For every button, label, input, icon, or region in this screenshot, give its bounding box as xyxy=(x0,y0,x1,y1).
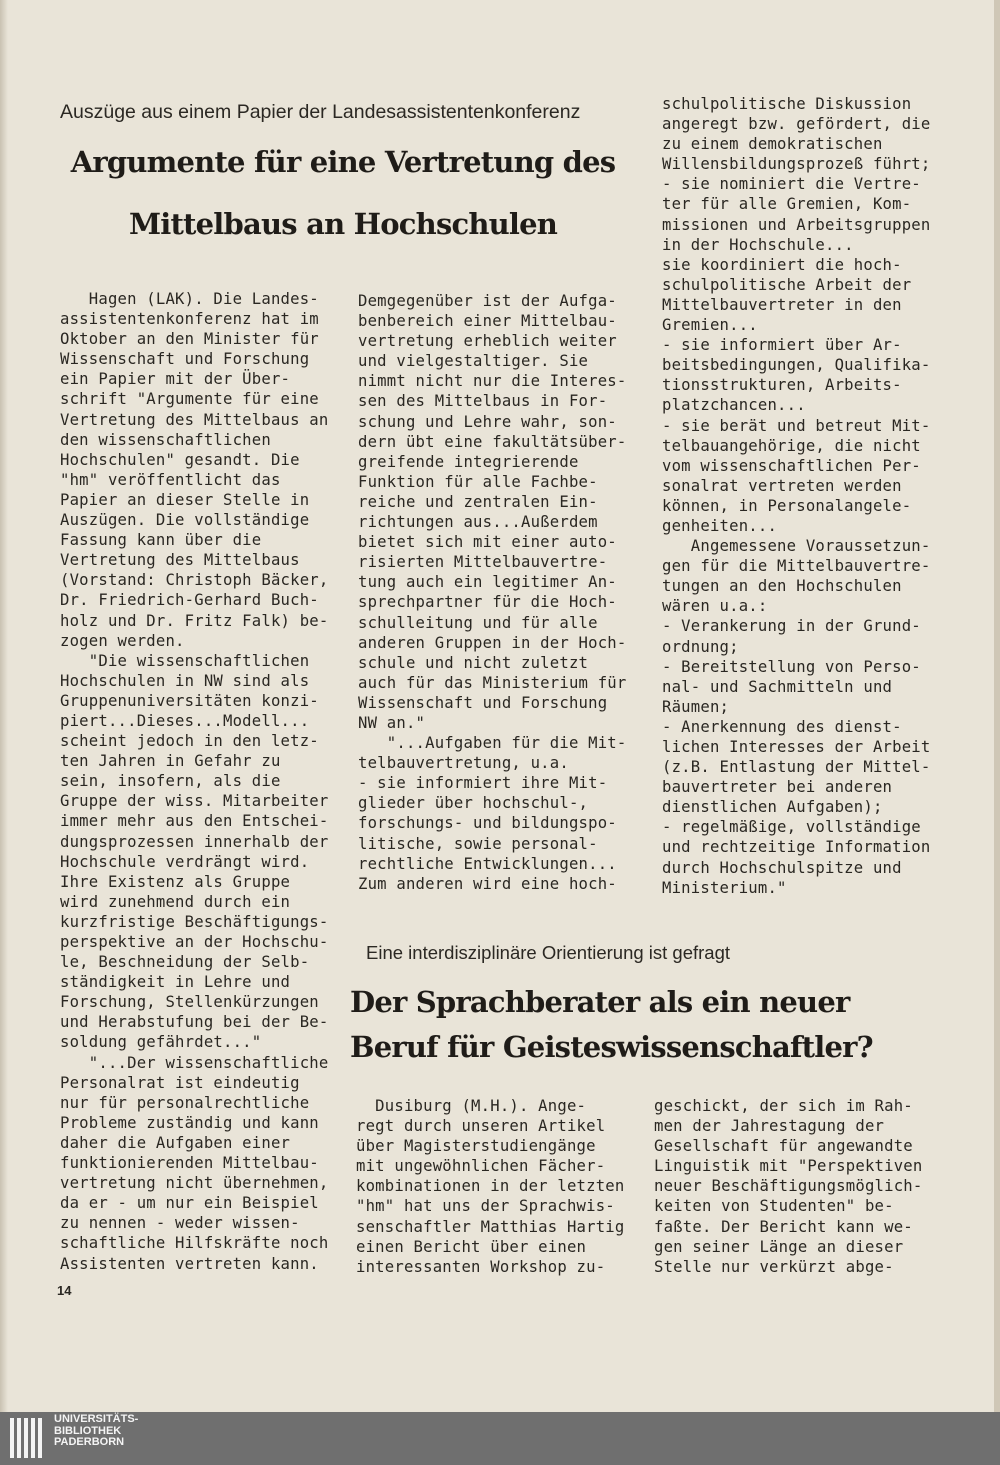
text-line: Vertretung des Mittelbaus xyxy=(60,551,300,570)
text-line: men der Jahrestagung der xyxy=(654,1117,885,1136)
page-right-edge xyxy=(994,0,1000,1412)
text-line: bietet sich mit einer auto- xyxy=(358,533,617,552)
text-line: Willensbildungsprozeß führt; xyxy=(662,155,931,174)
text-line: ter für alle Gremien, Kom- xyxy=(662,195,912,214)
text-line: funktionierenden Mittelbau- xyxy=(60,1154,319,1173)
page-binding-shadow xyxy=(0,0,8,1412)
text-line: kombinationen in der letzten xyxy=(356,1177,625,1196)
text-line: Forschung, Stellenkürzungen xyxy=(60,993,319,1012)
text-line: ständigkeit in Lehre und xyxy=(60,973,291,992)
text-line: Dusiburg (M.H.). Ange- xyxy=(356,1097,587,1115)
text-line: geschickt, der sich im Rah- xyxy=(654,1097,913,1115)
text-line: - regelmäßige, vollständige xyxy=(662,818,921,837)
text-line: gen seiner Länge an dieser xyxy=(654,1237,904,1256)
text-line: sen des Mittelbaus in For- xyxy=(358,392,608,411)
text-line: missionen und Arbeitsgruppen xyxy=(662,215,931,234)
text-line: - sie informiert ihre Mit- xyxy=(358,774,608,793)
text-line: Zum anderen wird eine hoch- xyxy=(358,874,617,893)
text-line: - Bereitstellung von Perso- xyxy=(662,657,921,676)
text-line: perspektive an der Hochschu- xyxy=(60,933,329,951)
text-line: zu einem demokratischen xyxy=(662,135,883,154)
text-line: und vielgestaltiger. Sie xyxy=(358,352,589,371)
text-line: telbauvertretung, u.a. xyxy=(358,754,569,773)
text-line: sein, insofern, als die xyxy=(60,772,281,791)
text-line: Auszügen. Die vollständige xyxy=(60,511,310,530)
text-line: Wissenschaft und Forschung xyxy=(60,350,310,369)
text-line: glieder über hochschul-, xyxy=(358,794,589,813)
article1-column-1 xyxy=(60,289,328,1274)
text-line: Demgegenüber ist der Aufga- xyxy=(358,292,617,310)
text-line: dungsprozessen innerhalb der xyxy=(60,832,329,851)
text-line: Stelle nur verkürzt abge- xyxy=(654,1257,894,1276)
library-logo-icon xyxy=(8,1416,48,1460)
text-line: den wissenschaftlichen xyxy=(60,430,271,449)
text-line: vom wissenschaftlichen Per- xyxy=(662,456,921,475)
text-line: Hochschulen" gesandt. Die xyxy=(60,450,300,469)
article1-column-2 xyxy=(358,291,626,894)
text-line: nal- und Sachmitteln und xyxy=(662,677,893,696)
text-line: reiche und zentralen Ein- xyxy=(358,492,598,511)
text-line: Hagen (LAK). Die Landes- xyxy=(60,290,319,308)
text-line: sprechpartner für die Hoch- xyxy=(358,593,617,612)
text-line: schrift "Argumente für eine xyxy=(60,390,319,409)
text-line: Hochschulen in NW sind als xyxy=(60,671,310,690)
text-line: und Herabstufung bei der Be- xyxy=(60,1013,329,1032)
text-line: Assistenten vertreten kann. xyxy=(60,1254,319,1273)
text-line: "...Der wissenschaftliche xyxy=(60,1053,329,1072)
article2-column-2 xyxy=(356,1096,624,1277)
text-line: zu nennen - weder wissen- xyxy=(60,1214,300,1233)
text-line: vertretung erheblich weiter xyxy=(358,332,617,351)
text-line: wären u.a.: xyxy=(662,597,768,616)
text-line: Ministerium." xyxy=(662,878,787,897)
text-line: sie koordiniert die hoch- xyxy=(662,255,902,274)
text-line: holz und Dr. Fritz Falk) be- xyxy=(60,611,329,630)
article1-kicker: Auszüge aus einem Papier der Landesassistentenkonferenz xyxy=(60,101,581,123)
text-line: tungen an den Hochschulen xyxy=(662,577,902,596)
text-line: Gruppenuniversitäten konzi- xyxy=(60,691,319,710)
text-line: Funktion für alle Fachbe- xyxy=(358,472,598,491)
text-line: benbereich einer Mittelbau- xyxy=(358,312,617,331)
text-line: schung und Lehre wahr, son- xyxy=(358,412,617,431)
text-line: Mittelbauvertreter in den xyxy=(662,295,902,314)
text-line: Probleme zuständig und kann xyxy=(60,1113,319,1132)
text-line: können, in Personalangele- xyxy=(662,496,912,515)
text-line: - sie berät und betreut Mit- xyxy=(662,416,931,435)
text-line: rechtliche Entwicklungen... xyxy=(358,854,617,873)
text-line: regt durch unseren Artikel xyxy=(356,1117,606,1136)
text-line: keiten von Studenten" be- xyxy=(654,1197,894,1216)
text-line: da er - um nur ein Beispiel xyxy=(60,1194,319,1213)
text-line: interessanten Workshop zu- xyxy=(356,1257,606,1276)
text-line: Vertretung des Mittelbaus an xyxy=(60,410,329,429)
text-line: schulpolitische Arbeit der xyxy=(662,275,912,294)
text-line: "Die wissenschaftlichen xyxy=(60,651,310,670)
text-line: scheint jedoch in den letz- xyxy=(60,732,319,751)
text-line: Gruppe der wiss. Mitarbeiter xyxy=(60,792,329,811)
text-line: Räumen; xyxy=(662,697,730,716)
text-line: in der Hochschule... xyxy=(662,235,854,254)
text-line: forschungs- und bildungspo- xyxy=(358,814,617,833)
text-line: Angemessene Voraussetzun- xyxy=(662,537,931,556)
text-line: kurzfristige Beschäftigungs- xyxy=(60,912,329,931)
text-line: ten Jahren in Gefahr zu xyxy=(60,752,281,771)
article2-headline-line1: Der Sprachberater als ein neuer xyxy=(350,985,850,1019)
text-line: "hm" veröffentlicht das xyxy=(60,470,281,489)
text-line: telbauangehörige, die nicht xyxy=(662,436,921,455)
text-line: tionsstrukturen, Arbeits- xyxy=(662,376,902,395)
text-line: gen für die Mittelbauvertre- xyxy=(662,557,931,576)
text-line: piert...Dieses...Modell... xyxy=(60,711,310,730)
text-line: angeregt bzw. gefördert, die xyxy=(662,115,931,134)
text-line: Papier an dieser Stelle in xyxy=(60,490,310,509)
text-line: einen Bericht über einen xyxy=(356,1237,587,1256)
text-line: schulpolitische Diskussion xyxy=(662,95,912,113)
text-line: ordnung; xyxy=(662,637,739,656)
text-line: schaftliche Hilfskräfte noch xyxy=(60,1234,329,1253)
text-line: genheiten... xyxy=(662,516,778,535)
text-line: wird zunehmend durch ein xyxy=(60,892,291,911)
text-line: nimmt nicht nur die Interes- xyxy=(358,372,627,391)
text-line: tung auch ein legitimer An- xyxy=(358,573,617,592)
text-line: und rechtzeitige Information xyxy=(662,838,931,857)
text-line: greifende integrierende xyxy=(358,452,579,471)
text-line: daher die Aufgaben einer xyxy=(60,1133,291,1152)
text-line: Hochschule verdrängt wird. xyxy=(60,852,310,871)
text-line: Fassung kann über die xyxy=(60,531,262,550)
text-line: risierten Mittelbauvertre- xyxy=(358,553,608,572)
text-line: - Anerkennung des dienst- xyxy=(662,717,902,736)
text-line: assistentenkonferenz hat im xyxy=(60,310,319,329)
text-line: le, Beschneidung der Selb- xyxy=(60,953,310,972)
text-line: neuer Beschäftigungsmöglich- xyxy=(654,1177,923,1196)
text-line: bauvertreter bei anderen xyxy=(662,778,893,797)
text-line: anderen Gruppen in der Hoch- xyxy=(358,633,627,652)
text-line: senschaftler Matthias Hartig xyxy=(356,1217,625,1236)
text-line: - sie informiert über Ar- xyxy=(662,336,902,355)
text-line: lichen Interesses der Arbeit xyxy=(662,738,931,756)
text-line: zogen werden. xyxy=(60,631,185,650)
text-line: "hm" hat uns der Sprachwis- xyxy=(356,1197,615,1216)
text-line: Gremien... xyxy=(662,316,758,335)
text-line: immer mehr aus den Entschei- xyxy=(60,812,329,831)
article2-headline-line2: Beruf für Geisteswissenschaftler? xyxy=(350,1030,873,1064)
text-line: faßte. Der Bericht kann we- xyxy=(654,1217,913,1236)
text-line: platzchancen... xyxy=(662,396,806,415)
text-line: Wissenschaft und Forschung xyxy=(358,693,608,712)
text-line: Gesellschaft für angewandte xyxy=(654,1137,913,1156)
text-line: sonalrat vertreten werden xyxy=(662,476,902,495)
text-line: beitsbedingungen, Qualifika- xyxy=(662,356,931,375)
text-line: mit ungewöhnlichen Fächer- xyxy=(356,1157,606,1176)
library-name-line3: PADERBORN xyxy=(54,1436,125,1448)
article1-headline-line2: Mittelbaus an Hochschulen xyxy=(128,207,558,241)
library-name-line1: UNIVERSITÄTS- xyxy=(54,1413,139,1425)
text-line: richtungen aus...Außerdem xyxy=(358,513,598,532)
text-line: ein Papier mit der Über- xyxy=(60,370,291,389)
library-name-line2: BIBLIOTHEK xyxy=(54,1424,122,1437)
text-line: NW an." xyxy=(358,713,426,732)
text-line: schulleitung und für alle xyxy=(358,613,598,632)
text-line: (z.B. Entlastung der Mittel- xyxy=(662,758,931,777)
text-line: auch für das Ministerium für xyxy=(358,673,627,692)
text-line: - Verankerung in der Grund- xyxy=(662,617,921,636)
article1-column-3 xyxy=(662,94,930,898)
text-line: (Vorstand: Christoph Bäcker, xyxy=(60,571,329,590)
library-footer xyxy=(0,1412,1000,1465)
text-line: schule und nicht zuletzt xyxy=(358,653,589,672)
text-line: über Magisterstudiengänge xyxy=(356,1137,596,1156)
article2-column-3 xyxy=(654,1096,922,1277)
text-line: vertretung nicht übernehmen, xyxy=(60,1174,329,1193)
text-line: dienstlichen Aufgaben); xyxy=(662,798,883,817)
text-line: - sie nominiert die Vertre- xyxy=(662,175,921,194)
text-line: Ihre Existenz als Gruppe xyxy=(60,872,291,891)
text-line: Oktober an den Minister für xyxy=(60,330,319,349)
article1-headline-line1: Argumente für eine Vertretung des xyxy=(70,145,616,179)
text-line: dern übt eine fakultätsüber- xyxy=(358,432,627,451)
article2-kicker: Eine interdisziplinäre Orientierung ist gefragt xyxy=(366,942,731,963)
text-line: Dr. Friedrich-Gerhard Buch- xyxy=(60,591,319,610)
text-line: Linguistik mit "Perspektiven xyxy=(654,1157,923,1176)
text-line: litische, sowie personal- xyxy=(358,834,598,853)
text-line: Personalrat ist eindeutig xyxy=(60,1073,300,1092)
page-number: 14 xyxy=(57,1283,72,1298)
text-line: nur für personalrechtliche xyxy=(60,1093,310,1112)
text-line: soldung gefährdet..." xyxy=(60,1033,262,1052)
text-line: "...Aufgaben für die Mit- xyxy=(358,734,627,753)
library-name xyxy=(54,1414,138,1449)
text-line: durch Hochschulspitze und xyxy=(662,858,902,877)
